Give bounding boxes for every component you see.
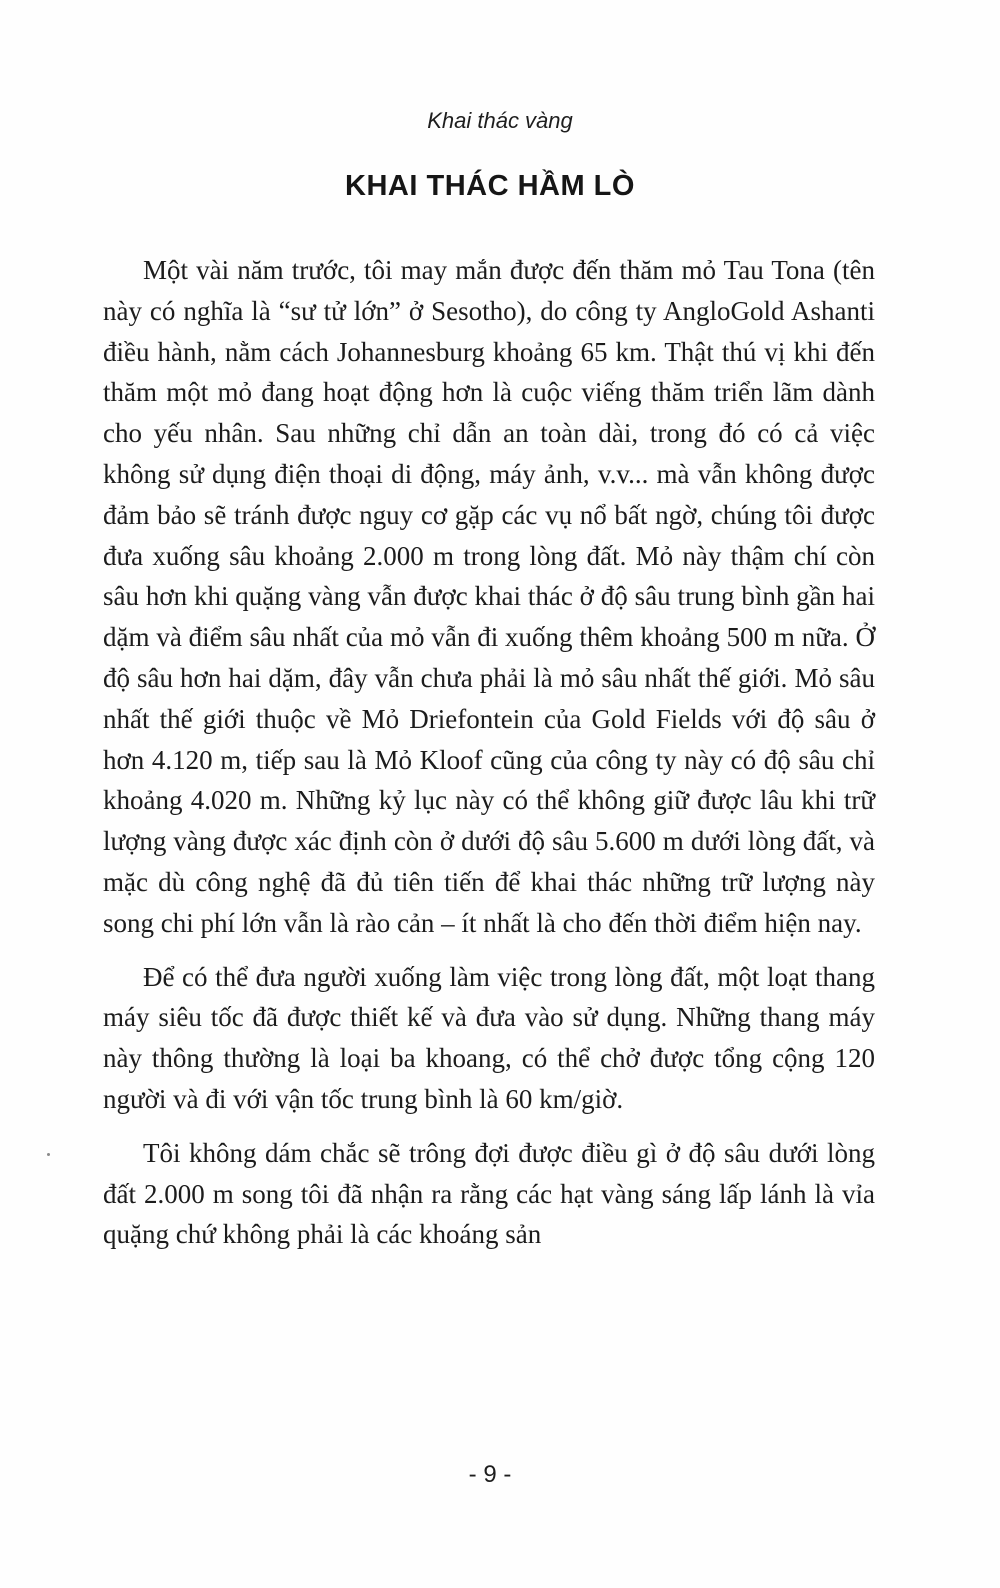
paragraph: Để có thể đưa người xuống làm việc trong lòng đất, một loạt thang máy siêu tốc đã được thiết kế và đưa vào sử dụng. Những thang máy này thông thường là loại ba khoang, có thể chở được tổng cộng 120 người và đi với vận tốc trung bình là 60 km/giờ.: [103, 961, 875, 1114]
margin-speck: [47, 1153, 50, 1156]
paragraph: Một vài năm trước, tôi may mắn được đến thăm mỏ Tau Tona (tên này có nghĩa là “sư tử lớn” ở Sesotho), do công ty AngloGold Ashanti điều hành, nằm cách Johannesburg khoảng 65 km. Thật thú vị khi đến thăm một mỏ đang hoạt động hơn là cuộc viếng thăm triển lãm dành cho yếu nhân. Sau những chỉ dẫn an toàn dài, trong đó có cả việc không sử dụng điện thoại di động, máy ảnh, v.v... mà vẫn không được đảm bảo sẽ tránh được nguy cơ gặp các vụ nổ bất ngờ, chúng tôi được đưa xuống sâu khoảng 2.000 m trong lòng đất. Mỏ này thậm chí còn sâu hơn khi quặng vàng vẫn được khai thác ở độ sâu trung bình gần hai dặm và điểm sâu nhất của mỏ vẫn đi xuống thêm khoảng 500 m nữa. Ở độ sâu hơn hai dặm, đây vẫn chưa phải là mỏ sâu nhất thế giới. Mỏ sâu nhất thế giới thuộc về Mỏ Driefontein của Gold Fields với độ sâu ở hơn 4.120 m, tiếp sau là Mỏ Kloof cũng của công ty này có độ sâu chỉ khoảng 4.020 m. Những kỷ lục này có thể không giữ được lâu khi trữ lượng vàng được xác định còn ở dưới độ sâu 5.600 m dưới lòng đất, và mặc dù công nghệ đã đủ tiên tiến để khai thác những trữ lượng này song chi phí lớn vẫn là rào cản – ít nhất là cho đến thời điểm hiện nay.: [103, 255, 875, 938]
body-text: [103, 250, 875, 1268]
running-header: Khai thác vàng: [427, 108, 573, 133]
page-number: - 9 -: [468, 1461, 512, 1488]
chapter-title: KHAI THÁC HẦM LÒ: [345, 170, 635, 202]
paragraph: Tôi không dám chắc sẽ trông đợi được điều gì ở độ sâu dưới lòng đất 2.000 m song tôi đã nhận ra rằng các hạt vàng sáng lấp lánh là vỉa quặng chứ không phải là các khoáng sản: [103, 1137, 875, 1250]
